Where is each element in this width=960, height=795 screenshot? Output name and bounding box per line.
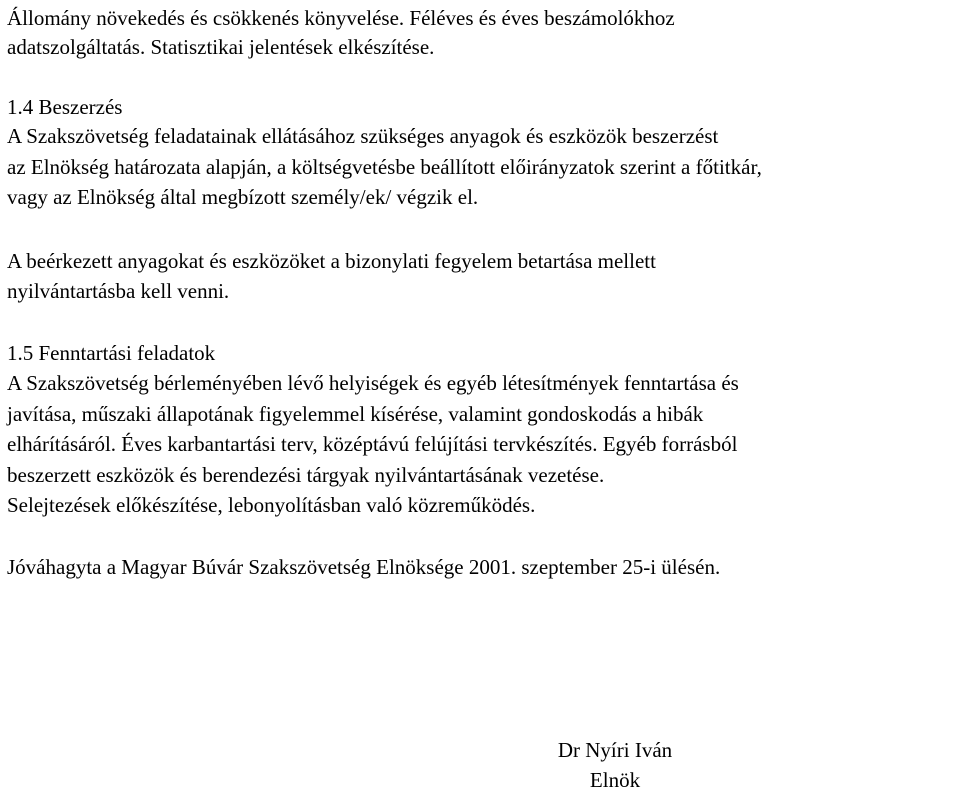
text-line: elhárításáról. Éves karbantartási terv, középtávú felújítási tervkészítés. Egyéb forrásból xyxy=(7,432,738,456)
text-line: adatszolgáltatás. Statisztikai jelentések elkészítése. xyxy=(7,35,435,59)
text-line: nyilvántartásba kell venni. xyxy=(7,279,230,303)
text-line: javítása, műszaki állapotának figyelemmel kísérése, valamint gondoskodás a hibák xyxy=(7,402,704,426)
signatory-title: Elnök xyxy=(589,768,641,792)
section-heading-fenntartas: 1.5 Fenntartási feladatok xyxy=(7,341,216,365)
text-line: vagy az Elnökség által megbízott személy/ek/ végzik el. xyxy=(7,185,479,209)
text-line: Állomány növekedés és csökkenés könyvelése. Féléves és éves beszámolókhoz xyxy=(7,6,675,30)
text-line: A Szakszövetség feladatainak ellátásához szükséges anyagok és eszközök beszerzést xyxy=(7,124,719,148)
text-line: Selejtezések előkészítése, lebonyolításban való közreműködés. xyxy=(7,493,536,517)
signatory-name: Dr Nyíri Iván xyxy=(557,738,673,762)
text-line: A Szakszövetség bérleményében lévő helyiségek és egyéb létesítmények fenntartása és xyxy=(7,371,739,395)
text-line: A beérkezett anyagokat és eszközöket a bizonylati fegyelem betartása mellett xyxy=(7,249,656,273)
text-line: az Elnökség határozata alapján, a költségvetésbe beállított előirányzatok szerint a főtitkár, xyxy=(7,155,762,179)
text-line: beszerzett eszközök és berendezési tárgyak nyilvántartásának vezetése. xyxy=(7,463,605,487)
section-heading-beszerzes: 1.4 Beszerzés xyxy=(7,95,123,119)
approval-statement: Jóváhagyta a Magyar Búvár Szakszövetség Elnöksége 2001. szeptember 25-i ülésén. xyxy=(7,555,721,579)
